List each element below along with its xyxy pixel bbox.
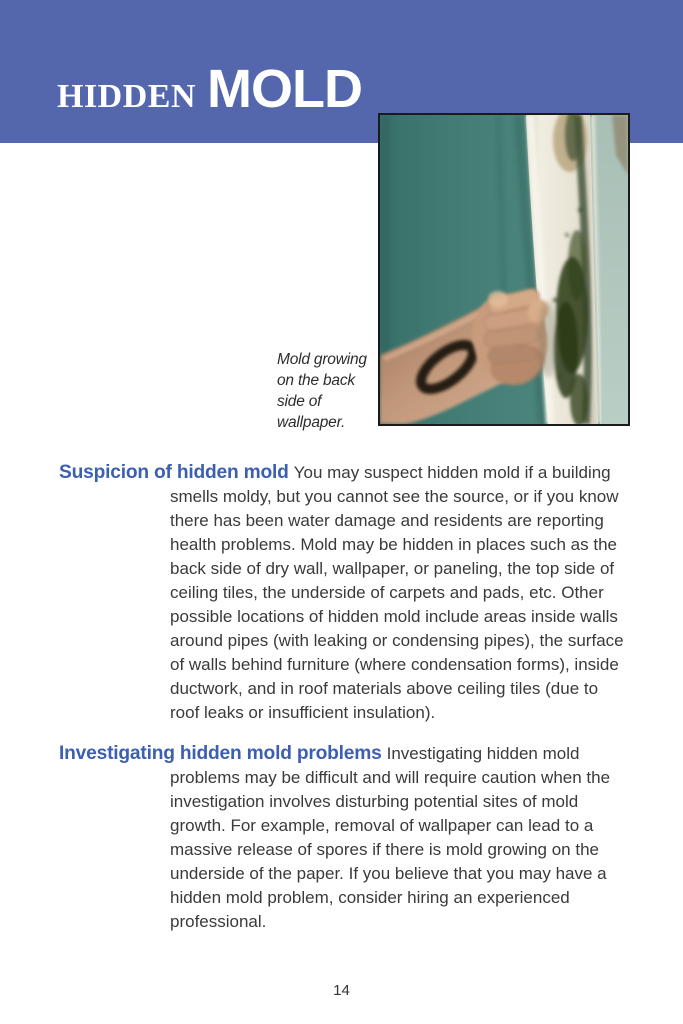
suspicion-heading: Suspicion of hidden mold: [59, 462, 289, 483]
content-area: [59, 461, 625, 934]
section-suspicion-paragraph: [59, 461, 625, 725]
section-investigating-paragraph: [59, 742, 625, 934]
photo-caption: Mold growing on the back side of wallpaper.: [277, 351, 367, 431]
investigating-heading: Investigating hidden mold problems: [59, 743, 382, 764]
mold-wallpaper-photo-illustration: [380, 115, 628, 424]
mold-photo: [378, 113, 630, 426]
title-eyebrow-text: HIDDEN: [57, 78, 197, 115]
suspicion-body-text: You may suspect hidden mold if a building smells moldy, but you cannot see the source, or if you know there has been water damage and residents are reporting health problems. Mold may be hidden in places such as the back side of dry wall, wallpaper, or paneling, the top side of ceiling tiles, the underside of carpets and pads, etc. Other possible locations of hidden mold include areas inside walls around pipes (with leaking or condensing pipes), the surface of walls behind furniture (where condensation forms), inside ductwork, and in roof materials above ceiling tiles (due to roof leaks or insufficient insulation).: [170, 463, 624, 722]
title-main-text: MOLD: [207, 59, 362, 119]
investigating-body-text: Investigating hidden mold problems may be difficult and will require caution when the investigation involves disturbing potential sites of mold growth. For example, removal of wallpaper can lead to a massive release of spores if there is mold growing on the underside of the paper. If you believe that you may have a hidden mold problem, consider hiring an experienced professional.: [170, 744, 611, 931]
page-number: 14: [333, 982, 350, 999]
page-title: [57, 58, 362, 120]
